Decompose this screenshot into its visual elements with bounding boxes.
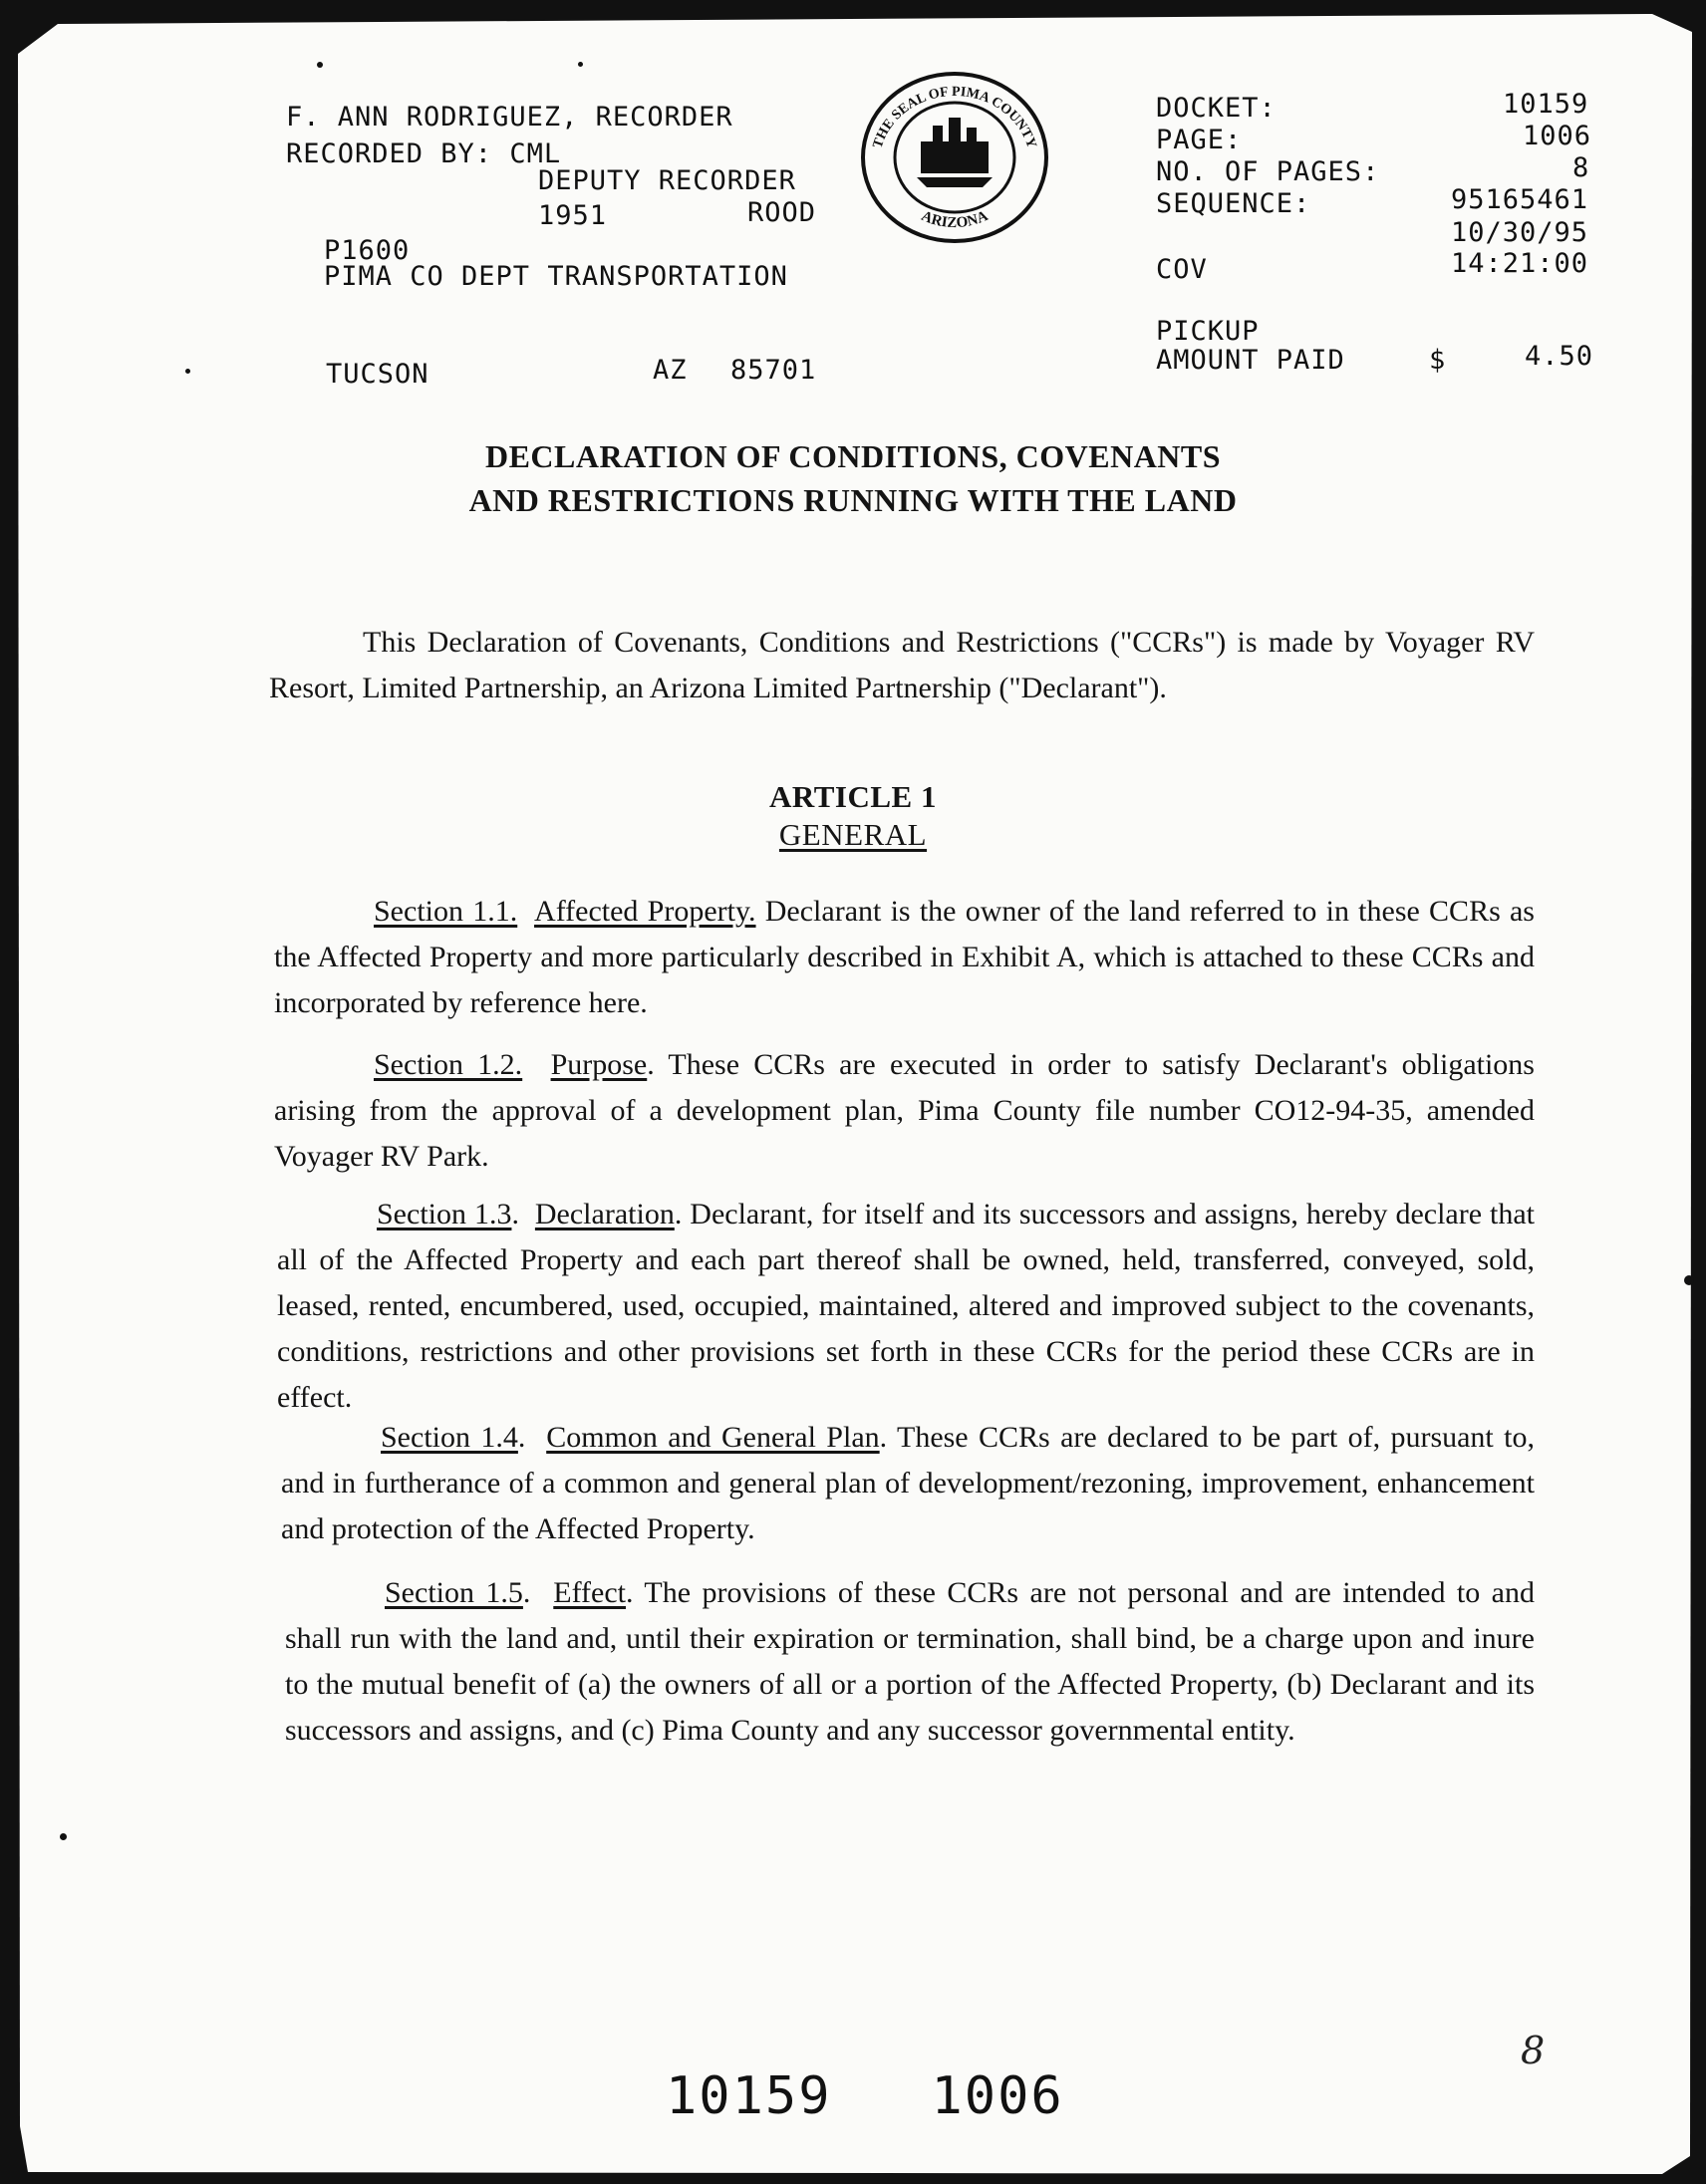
docket-value: 10159 [1503, 89, 1589, 120]
currency-symbol: $ [1429, 345, 1447, 376]
sequence-value: 95165461 [1451, 184, 1589, 215]
section-1-4: Section 1.4. Common and General Plan. These CCRs are declared to be part of, pursuant to, and in furtherance of a common and general plan of development/rezoning, improvement, enhancement and protection of the Affected Property. [281, 1421, 1535, 1545]
amount-paid-value: 4.50 [1525, 341, 1594, 372]
zip-code: 85701 [730, 355, 817, 386]
section-1-5: Section 1.5. Effect. The provisions of these CCRs are not personal and are intended to and shall run with the land and, until their expiration or termination, shall bind, be a charge upon and inure to the mutual benefit of (a) the owners of all or a portion of the Affected Property, (b) Declarant and its successors and assigns, and (c) Pima County and any successor governmental entity. [285, 1576, 1535, 1747]
article-title: ARTICLE 1 [769, 779, 937, 814]
amount-paid-label: AMOUNT PAID [1156, 345, 1345, 376]
section-text: Declarant is the owner of the land referred to in these CCRs as the Affected Property and more particularly described in Exhibit A, which is attached to these CCRs and incorporated by reference here. [274, 895, 1535, 1019]
section-1-3: Section 1.3. Declaration. Declarant, for itself and its successors and assigns, hereby declare that all of the Affected Property and each part thereof shall be owned, held, transferred, conveyed, sold, leased, rented, encumbered, used, occupied, maintained, altered and improved subject to the covenants, conditions, restrictions and other provisions set forth in these CCRs for the period these CCRs are in effect. [277, 1198, 1535, 1414]
document-title-line2: AND RESTRICTIONS RUNNING WITH THE LAND [468, 482, 1238, 518]
article-subtitle-text: GENERAL [778, 817, 928, 852]
pages-label: NO. OF PAGES: [1156, 156, 1380, 187]
document-title-line1: DECLARATION OF CONDITIONS, COVENANTS [484, 438, 1222, 474]
docket-page-stamp: 10159 1006 [666, 2066, 1064, 2126]
article-subtitle [0, 817, 1706, 853]
section-number: Section 1.5 [385, 1576, 523, 1609]
recorder-code-rood: ROOD [747, 197, 817, 228]
section-1-1 [274, 889, 1535, 1026]
record-date: 10/30/95 [1451, 217, 1589, 248]
handwritten-page-number: 8 [1521, 2029, 1546, 2072]
scan-speck [1684, 1275, 1694, 1285]
deputy-recorder: DEPUTY RECORDER [538, 165, 796, 196]
p-code: P1600 [324, 235, 411, 266]
section-number: Section 1.4 [381, 1421, 518, 1454]
scan-speck [578, 62, 583, 67]
page-label: PAGE: [1156, 125, 1243, 155]
section-heading: Common and General Plan [546, 1421, 880, 1454]
section-heading: Purpose [550, 1048, 648, 1081]
record-time: 14:21:00 [1451, 248, 1589, 279]
section-1-2 [274, 1042, 1535, 1180]
pickup-label: PICKUP [1156, 316, 1260, 347]
section-heading: Declaration [534, 1198, 675, 1230]
svg-text:THE SEAL OF PIMA COUNTY: THE SEAL OF PIMA COUNTY [870, 84, 1039, 150]
recorder-name: F. ANN RODRIGUEZ, RECORDER [286, 102, 733, 133]
section-number: Section 1.1. [374, 895, 518, 928]
svg-text:ARIZONA: ARIZONA [919, 207, 991, 232]
state: AZ [653, 355, 688, 386]
pages-value: 8 [1572, 152, 1590, 183]
section-number: Section 1.2. [374, 1048, 523, 1081]
sequence-label: SEQUENCE: [1156, 188, 1311, 219]
intro-paragraph: This Declaration of Covenants, Conditions and Restrictions ("CCRs") is made by Voyager RV Resort, Limited Partnership, an Arizona Limited Partnership ("Declarant"). [269, 626, 1535, 704]
section-text: . Declarant, for itself and its successors and assigns, hereby declare that all of the Affected Property and each part thereof shall be owned, held, transferred, conveyed, sold, leased, rented, encumbered, used, occupied, maintained, altered and improved subject to the covenants, conditions, restrictions and other provisions set forth in these CCRs for the period these CCRs are in effect. [277, 1198, 1535, 1414]
section-text: . These CCRs are declared to be part of, pursuant to, and in furtherance of a common and general plan of development/rezoning, improvement, enhancement and protection of the Affected Property. [281, 1421, 1535, 1545]
docket-label: DOCKET: [1156, 93, 1277, 124]
county-seal-icon [859, 70, 1050, 245]
section-text: . The provisions of these CCRs are not personal and are intended to and shall run with the land and, until their expiration or termination, shall bind, be a charge upon and inure to the mutual benefit of (a) the owners of all or a portion of the Affected Property, (b) Declarant and its successors and assigns, and (c) Pima County and any successor governmental entity. [285, 1576, 1535, 1747]
scan-speck [60, 1833, 67, 1840]
section-heading: Affected Property. [534, 895, 756, 928]
scan-speck [185, 369, 190, 374]
cov-label: COV [1156, 254, 1208, 285]
page-value: 1006 [1523, 121, 1592, 151]
agency-name: PIMA CO DEPT TRANSPORTATION [324, 261, 788, 292]
section-number: Section 1.3 [377, 1198, 512, 1230]
recorder-code-1951: 1951 [538, 200, 608, 231]
city: TUCSON [326, 359, 429, 390]
recorded-by: RECORDED BY: CML [286, 138, 562, 169]
section-text: . These CCRs are executed in order to satisfy Declarant's obligations arising from the approval of a development plan, Pima County file number CO12-94-35, amended Voyager RV Park. [274, 1048, 1535, 1173]
scan-speck [317, 62, 323, 68]
section-heading: Effect [553, 1576, 627, 1609]
